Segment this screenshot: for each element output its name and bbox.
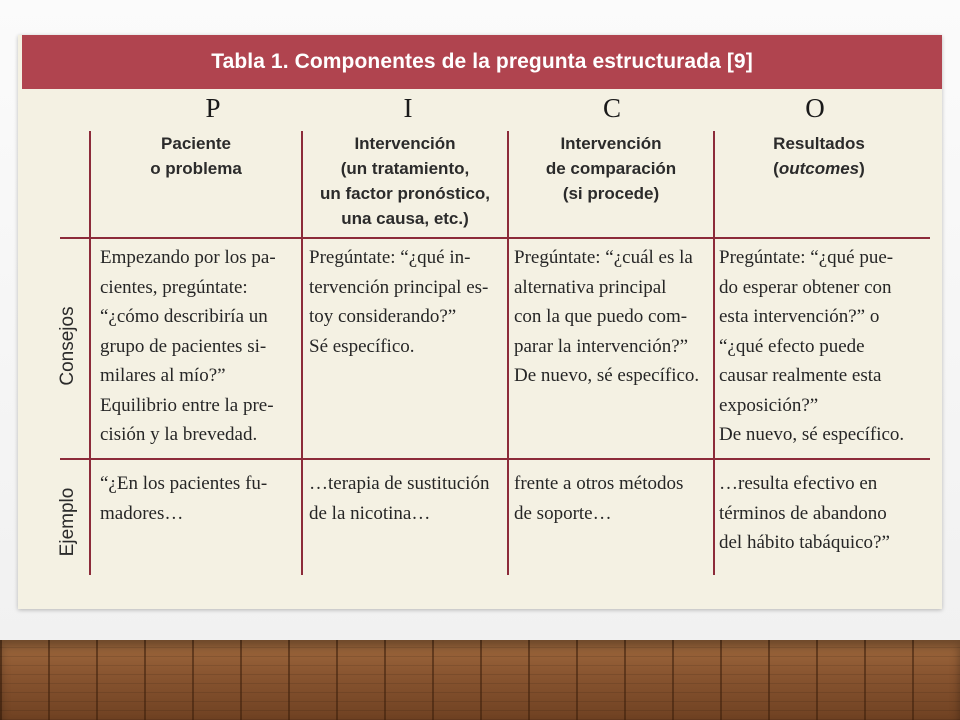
cell-line: milares al mío?” (100, 365, 226, 386)
grid-line (60, 237, 930, 239)
grid-line (713, 131, 715, 575)
consejos-paciente (100, 243, 300, 450)
row-label-ejemplo: Ejemplo (57, 487, 78, 557)
cell-line: exposición?” (719, 394, 819, 416)
letter-p: P (205, 93, 221, 123)
ejemplo-resultados (719, 469, 925, 558)
header-line: Paciente (161, 134, 231, 153)
cell-line: do esperar obtener con (719, 276, 892, 298)
cell-line: términos de abandono (719, 502, 887, 524)
consejos-resultados (719, 243, 925, 450)
cell-line: tervención principal es- (309, 276, 489, 298)
header-line: de comparación (545, 159, 677, 178)
cell-line: frente a otros métodos (514, 473, 684, 494)
cell-line: “¿qué efecto puede (719, 335, 865, 357)
cell-line: cientes, pregúntate: (100, 276, 248, 298)
cell-line: con la que puedo com- (514, 306, 688, 327)
cell-line: De nuevo, sé específico. (719, 424, 905, 445)
header-line: Intervención (354, 134, 456, 153)
cell-line: parar la intervención?” (514, 335, 689, 357)
letter-o: O (805, 93, 825, 123)
header-line: Intervención (560, 134, 662, 153)
header-comparacion (508, 131, 714, 206)
cell-line: “¿En los pacientes fu- (100, 473, 268, 494)
cell-line: de soporte… (514, 502, 612, 524)
grid-line (301, 131, 303, 575)
cell-line: De nuevo, sé específico. (514, 365, 700, 386)
header-line: o problema (150, 159, 242, 178)
paren-open: ( (773, 159, 779, 178)
cell-line: esta intervención?” o (719, 306, 880, 327)
row-label-consejos: Consejos (57, 306, 78, 386)
cell-line: del hábito tabáquico?” (719, 532, 890, 553)
cell-line: toy considerando?” (309, 306, 457, 327)
outcomes-italic: outcomes (778, 159, 860, 178)
letter-c: C (602, 93, 621, 123)
ejemplo-intervencion (309, 469, 507, 528)
header-intervencion (302, 131, 508, 231)
cell-line: Pregúntate: “¿qué in- (309, 247, 471, 268)
paren-close: ) (859, 159, 865, 178)
cell-line: …resulta efectivo en (719, 473, 878, 494)
cell-line: causar realmente esta (719, 365, 882, 386)
header-line: una causa, etc.) (341, 209, 469, 228)
cell-line: Empezando por los pa- (100, 247, 276, 268)
header-resultados (714, 131, 924, 181)
cell-line: cisión y la brevedad. (100, 424, 258, 445)
header-line: un factor pronóstico, (320, 184, 490, 203)
cell-line: madores… (100, 502, 184, 524)
cell-line: Pregúntate: “¿cuál es la (514, 247, 693, 268)
cell-line: “¿cómo describiría un (100, 306, 268, 327)
ejemplo-comparacion (514, 469, 712, 528)
header-paciente (90, 131, 302, 181)
grid-line (60, 458, 930, 460)
cell-line: de la nicotina… (309, 502, 431, 524)
table-title: Tabla 1. Componentes de la pregunta estructurada [9] (211, 50, 753, 73)
table-card (18, 35, 942, 609)
ejemplo-paciente (100, 469, 300, 528)
letter-i: I (403, 93, 413, 123)
header-line: (si procede) (562, 184, 660, 203)
header-line (714, 156, 924, 181)
table-title-bar (22, 35, 942, 89)
header-line: (un tratamiento, (340, 159, 470, 178)
cell-line: Sé específico. (309, 335, 415, 357)
cell-line: …terapia de sustitución (309, 473, 490, 494)
grid-line (507, 131, 509, 575)
cell-line: Pregúntate: “¿qué pue- (719, 247, 894, 268)
consejos-intervencion (309, 243, 507, 361)
consejos-comparacion (514, 243, 712, 391)
cell-line: Equilibrio entre la pre- (100, 394, 274, 416)
header-line: Resultados (773, 134, 865, 153)
wood-floor-decoration (0, 640, 960, 720)
cell-line: grupo de pacientes si- (100, 335, 267, 357)
cell-line: alternativa principal (514, 276, 667, 298)
grid-line (89, 131, 91, 575)
